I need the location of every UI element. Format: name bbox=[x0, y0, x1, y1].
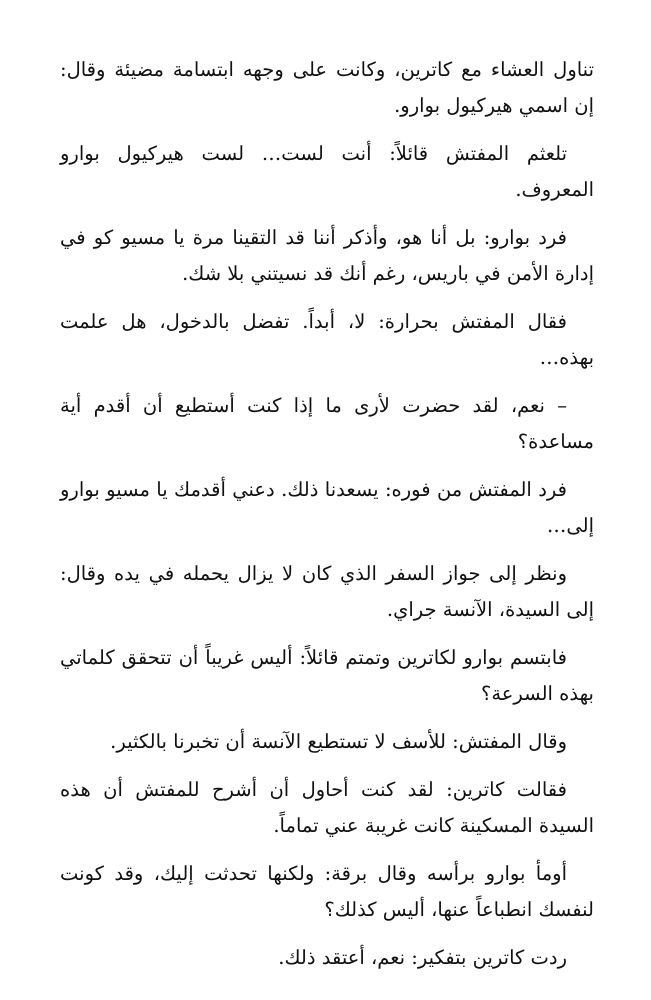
paragraph-10: فقالت كاترين: لقد كنت أحاول أن أشرح للمفتش أن هذه السيدة المسكينة كانت غريبة عني تماماً. bbox=[60, 778, 594, 837]
paragraph-4: فقال المفتش بحرارة: لا، أبداً. تفضل بالدخول، هل علمت بهذه… bbox=[60, 310, 594, 369]
paragraph-5: – نعم، لقد حضرت لأرى ما إذا كنت أستطيع أن أقدم أية مساعدة؟ bbox=[60, 394, 594, 453]
paragraph-12: ردت كاترين بتفكير: نعم، أعتقد ذلك. bbox=[278, 946, 567, 969]
paragraph-7: ونظر إلى جواز السفر الذي كان لا يزال يحمله في يده وقال: إلى السيدة، الآنسة جراي. bbox=[60, 562, 594, 621]
page-body bbox=[60, 52, 594, 988]
paragraph-2: تلعثم المفتش قائلاً: أنت لست… لست هيركيول بوارو المعروف. bbox=[60, 142, 594, 201]
paragraph-1: تناول العشاء مع كاترين، وكانت على وجهه ابتسامة مضيئة وقال: إن اسمي هيركيول بوارو. bbox=[60, 58, 594, 117]
paragraph-3: فرد بوارو: بل أنا هو، وأذكر أننا قد التقينا مرة يا مسيو كو في إدارة الأمن في باريس، رغم أنك قد نسيتني بلا شك. bbox=[60, 226, 594, 285]
paragraph-6: فرد المفتش من فوره: يسعدنا ذلك. دعني أقدمك يا مسيو بوارو إلى… bbox=[60, 478, 594, 537]
paragraph-8: فابتسم بوارو لكاترين وتمتم قائلاً: أليس غريباً أن تتحقق كلماتي بهذه السرعة؟ bbox=[60, 646, 594, 705]
paragraph-9: وقال المفتش: للأسف لا تستطيع الآنسة أن تخبرنا بالكثير. bbox=[110, 730, 567, 753]
paragraph-11: أومأ بوارو برأسه وقال برقة: ولكنها تحدثت إليك، وقد كونت لنفسك انطباعاً عنها، أليس كذلك؟ bbox=[60, 862, 594, 921]
